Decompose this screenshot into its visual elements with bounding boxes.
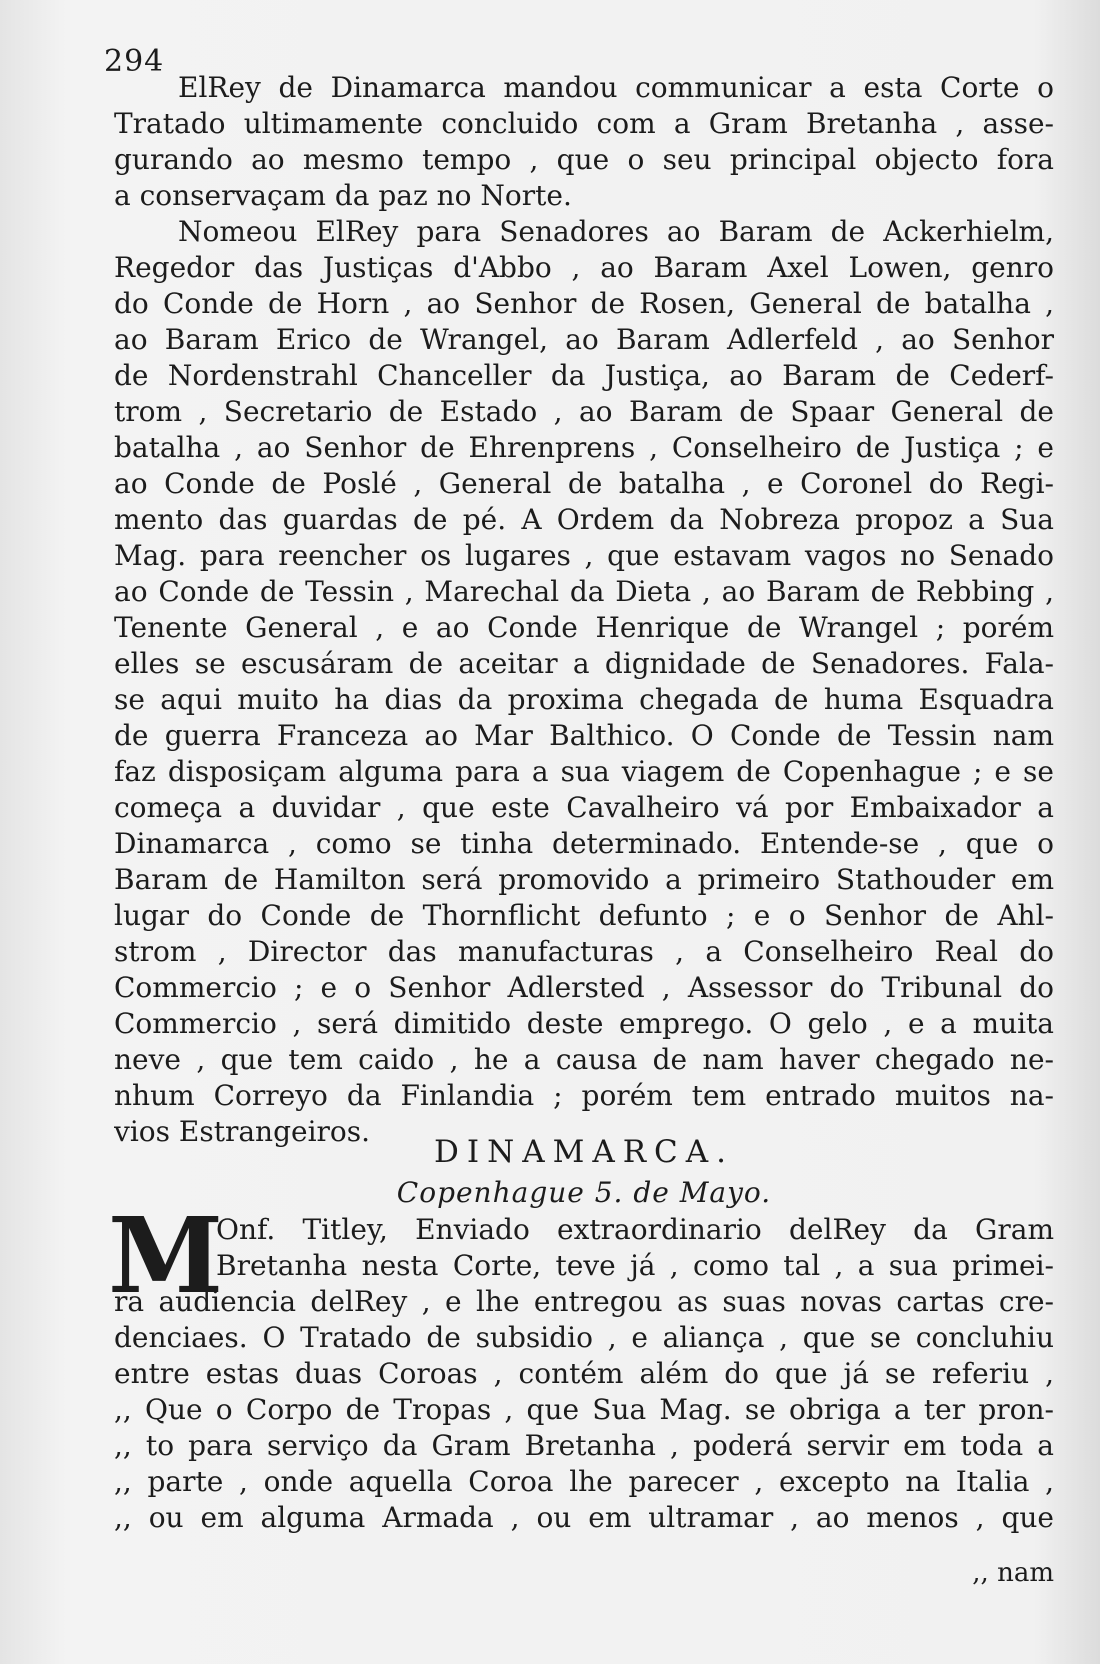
text-line: começa a duvidar , que este Cavalheiro vá por Embaixador a <box>114 791 1054 824</box>
text-line: ,, parte , onde aquella Coroa lhe parecer , excepto na Italia , <box>114 1465 1054 1498</box>
text-line: mento das guardas de pé. A Ordem da Nobreza propoz a Sua <box>114 503 1054 536</box>
text-line: ao Conde de Poslé , General de batalha , e Coronel do Regi- <box>114 467 1054 500</box>
text-line: Commercio , será dimitido deste emprego. O gelo , e a muita <box>114 1007 1054 1040</box>
text-line: lugar do Conde de Thornflicht defunto ; e o Senhor de Ahl- <box>114 899 1054 932</box>
text-line: gurando ao mesmo tempo , que o seu principal objecto fora <box>114 143 1054 176</box>
text-line: Nomeou ElRey para Senadores ao Baram de Ackerhielm, <box>178 215 1054 248</box>
text-line: Onf. Titley, Enviado extraordinario delRey da Gram <box>216 1213 1054 1246</box>
text-line: Bretanha nesta Corte, teve já , como tal , a sua primei- <box>216 1249 1054 1282</box>
text-line: Mag. para reencher os lugares , que estavam vagos no Senado <box>114 539 1054 572</box>
catchword: ,, nam <box>972 1558 1054 1588</box>
text-line: ao Conde de Tessin , Marechal da Dieta , ao Baram de Rebbing , <box>114 575 1054 608</box>
text-line: vios Estrangeiros. <box>114 1115 371 1148</box>
text-line: trom , Secretario de Estado , ao Baram de Spaar General de <box>114 395 1054 428</box>
text-line: entre estas duas Coroas , contém além do que já se referiu , <box>114 1357 1054 1390</box>
section-heading: DINAMARCA. <box>433 1134 735 1170</box>
text-line: ElRey de Dinamarca mandou communicar a esta Corte o <box>178 71 1054 104</box>
text-line: ,, to para serviço da Gram Bretanha , poderá servir em toda a <box>114 1429 1054 1462</box>
text-line: nhum Correyo da Finlandia ; porém tem entrado muitos na- <box>114 1079 1054 1112</box>
text-line: Regedor das Justiças d'Abbo , ao Baram Axel Lowen, genro <box>114 251 1054 284</box>
text-line: denciaes. O Tratado de subsidio , e aliança , que se concluhiu <box>114 1321 1054 1354</box>
dateline: Copenhague 5. de Mayo. <box>396 1176 772 1209</box>
text-line: strom , Director das manufacturas , a Conselheiro Real do <box>114 935 1054 968</box>
text-line: ra audiencia delRey , e lhe entregou as suas novas cartas cre- <box>114 1285 1054 1318</box>
text-line: ao Baram Erico de Wrangel, ao Baram Adlerfeld , ao Senhor <box>114 323 1054 356</box>
text-line: ,, Que o Corpo de Tropas , que Sua Mag. se obriga a ter pron- <box>114 1393 1054 1426</box>
text-line: Commercio ; e o Senhor Adlersted , Assessor do Tribunal do <box>114 971 1054 1004</box>
page-number: 294 <box>104 44 165 79</box>
text-line: Tenente General , e ao Conde Henrique de Wrangel ; porém <box>114 611 1054 644</box>
text-line: de guerra Franceza ao Mar Balthico. O Conde de Tessin nam <box>114 719 1054 752</box>
text-line: de Nordenstrahl Chanceller da Justiça, ao Baram de Cederf- <box>114 359 1054 392</box>
text-line: Baram de Hamilton será promovido a primeiro Stathouder em <box>114 863 1054 896</box>
text-line: batalha , ao Senhor de Ehrenprens , Conselheiro de Justiça ; e <box>114 431 1054 464</box>
text-line: Tratado ultimamente concluido com a Gram Bretanha , asse- <box>114 107 1054 140</box>
text-line: neve , que tem caido , he a causa de nam haver chegado ne- <box>114 1043 1054 1076</box>
text-line: ,, ou em alguma Armada , ou em ultramar , ao menos , que <box>114 1501 1054 1534</box>
text-line: se aqui muito ha dias da proxima chegada de huma Esquadra <box>114 683 1054 716</box>
text-line: do Conde de Horn , ao Senhor de Rosen, General de batalha , <box>114 287 1054 320</box>
text-line: a conservaçam da paz no Norte. <box>114 179 572 212</box>
text-line: faz disposiçam alguma para a sua viagem de Copenhague ; e se <box>114 755 1054 788</box>
drop-cap: M <box>108 1194 224 1317</box>
text-line: Dinamarca , como se tinha determinado. Entende-se , que o <box>114 827 1054 860</box>
text-line: elles se escusáram de aceitar a dignidade de Senadores. Fala- <box>114 647 1054 680</box>
